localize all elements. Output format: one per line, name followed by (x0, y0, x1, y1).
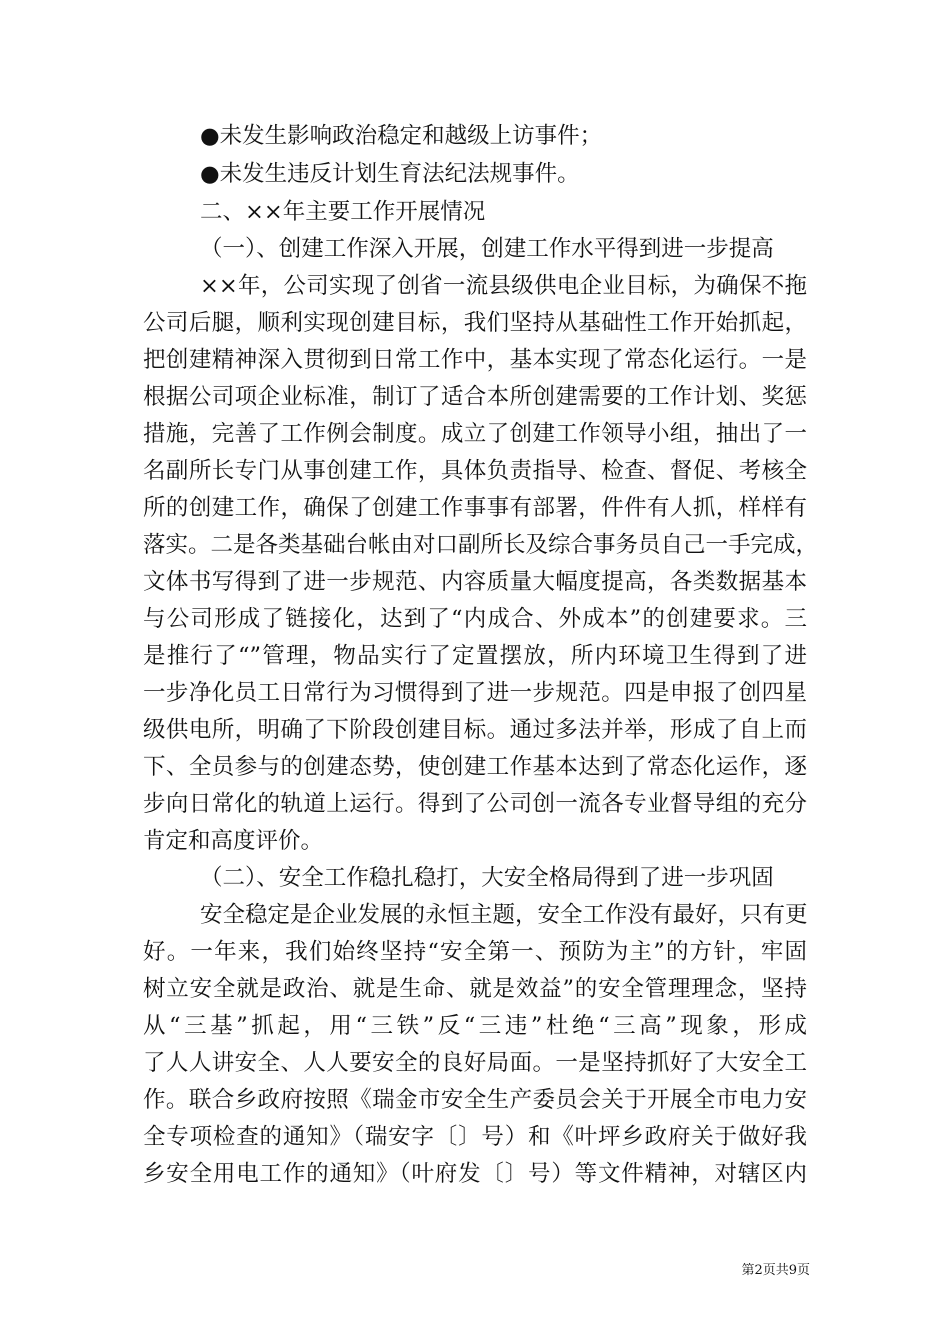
section-heading: 二、××年主要工作开展情况 (200, 199, 486, 225)
paragraph-line: 从“三基”抓起，用“三铁”反“三违”杜绝“三高”现象，形成 (143, 1013, 807, 1039)
paragraph-line: 了人人讲安全、人人要安全的良好局面。一是坚持抓好了大安全工 (143, 1050, 807, 1076)
paragraph-line: 文体书写得到了进一步规范、内容质量大幅度提高，各类数据基本 (143, 569, 807, 595)
paragraph-line: 所的创建工作，确保了创建工作事事有部署，件件有人抓，样样有 (143, 495, 807, 521)
paragraph-line: 是推行了“”管理，物品实行了定置摆放，所内环境卫生得到了进 (143, 643, 807, 669)
subsection-title: （二）、安全工作稳扎稳打，大安全格局得到了进一步巩固 (200, 865, 774, 891)
bullet-item: ●未发生违反计划生育法纪法规事件。 (200, 161, 580, 187)
paragraph-line: 全专项检查的通知》（瑞安字〔〕号）和《叶坪乡政府关于做好我 (143, 1124, 807, 1150)
paragraph-line: 树立安全就是政治、就是生命、就是效益”的安全管理理念，坚持 (143, 976, 807, 1002)
paragraph-line: 级供电所，明确了下阶段创建目标。通过多法并举，形成了自上而 (143, 717, 807, 743)
paragraph-line: 下、全员参与的创建态势，使创建工作基本达到了常态化运作，逐 (143, 754, 807, 780)
paragraph-line: 作。联合乡政府按照《瑞金市安全生产委员会关于开展全市电力安 (143, 1087, 807, 1113)
paragraph-line: 乡安全用电工作的通知》（叶府发〔〕号）等文件精神，对辖区内 (143, 1161, 807, 1187)
paragraph-line: 与公司形成了链接化，达到了“内成合、外成本”的创建要求。三 (143, 606, 807, 632)
paragraph-line: 公司后腿，顺利实现创建目标，我们坚持从基础性工作开始抓起， (143, 310, 807, 336)
paragraph-line: 落实。二是各类基础台帐由对口副所长及综合事务员自己一手完成， (143, 532, 819, 558)
paragraph-line: 步向日常化的轨道上运行。得到了公司创一流各专业督导组的充分 (143, 791, 807, 817)
bullet-item: ●未发生影响政治稳定和越级上访事件； (200, 123, 603, 149)
paragraph-line: 把创建精神深入贯彻到日常工作中，基本实现了常态化运行。一是 (143, 347, 807, 373)
paragraph-line: 措施，完善了工作例会制度。成立了创建工作领导小组，抽出了一 (143, 421, 807, 447)
paragraph-line: ××年，公司实现了创省一流县级供电企业目标，为确保不拖 (200, 273, 807, 299)
paragraph-line: 安全稳定是企业发展的永恒主题，安全工作没有最好，只有更 (200, 902, 808, 928)
page-number: 第2页共9页 (741, 1263, 810, 1278)
paragraph-line: 名副所长专门从事创建工作，具体负责指导、检查、督促、考核全 (143, 458, 807, 484)
paragraph-line: 好。一年来，我们始终坚持“安全第一、预防为主”的方针，牢固 (143, 939, 807, 965)
paragraph-line: 根据公司项企业标准，制订了适合本所创建需要的工作计划、奖惩 (143, 384, 807, 410)
paragraph-line: 一步净化员工日常行为习惯得到了进一步规范。四是申报了创四星 (143, 680, 807, 706)
paragraph-line: 肯定和高度评价。 (143, 828, 324, 854)
subsection-title: （一）、创建工作深入开展，创建工作水平得到进一步提高 (200, 236, 774, 262)
